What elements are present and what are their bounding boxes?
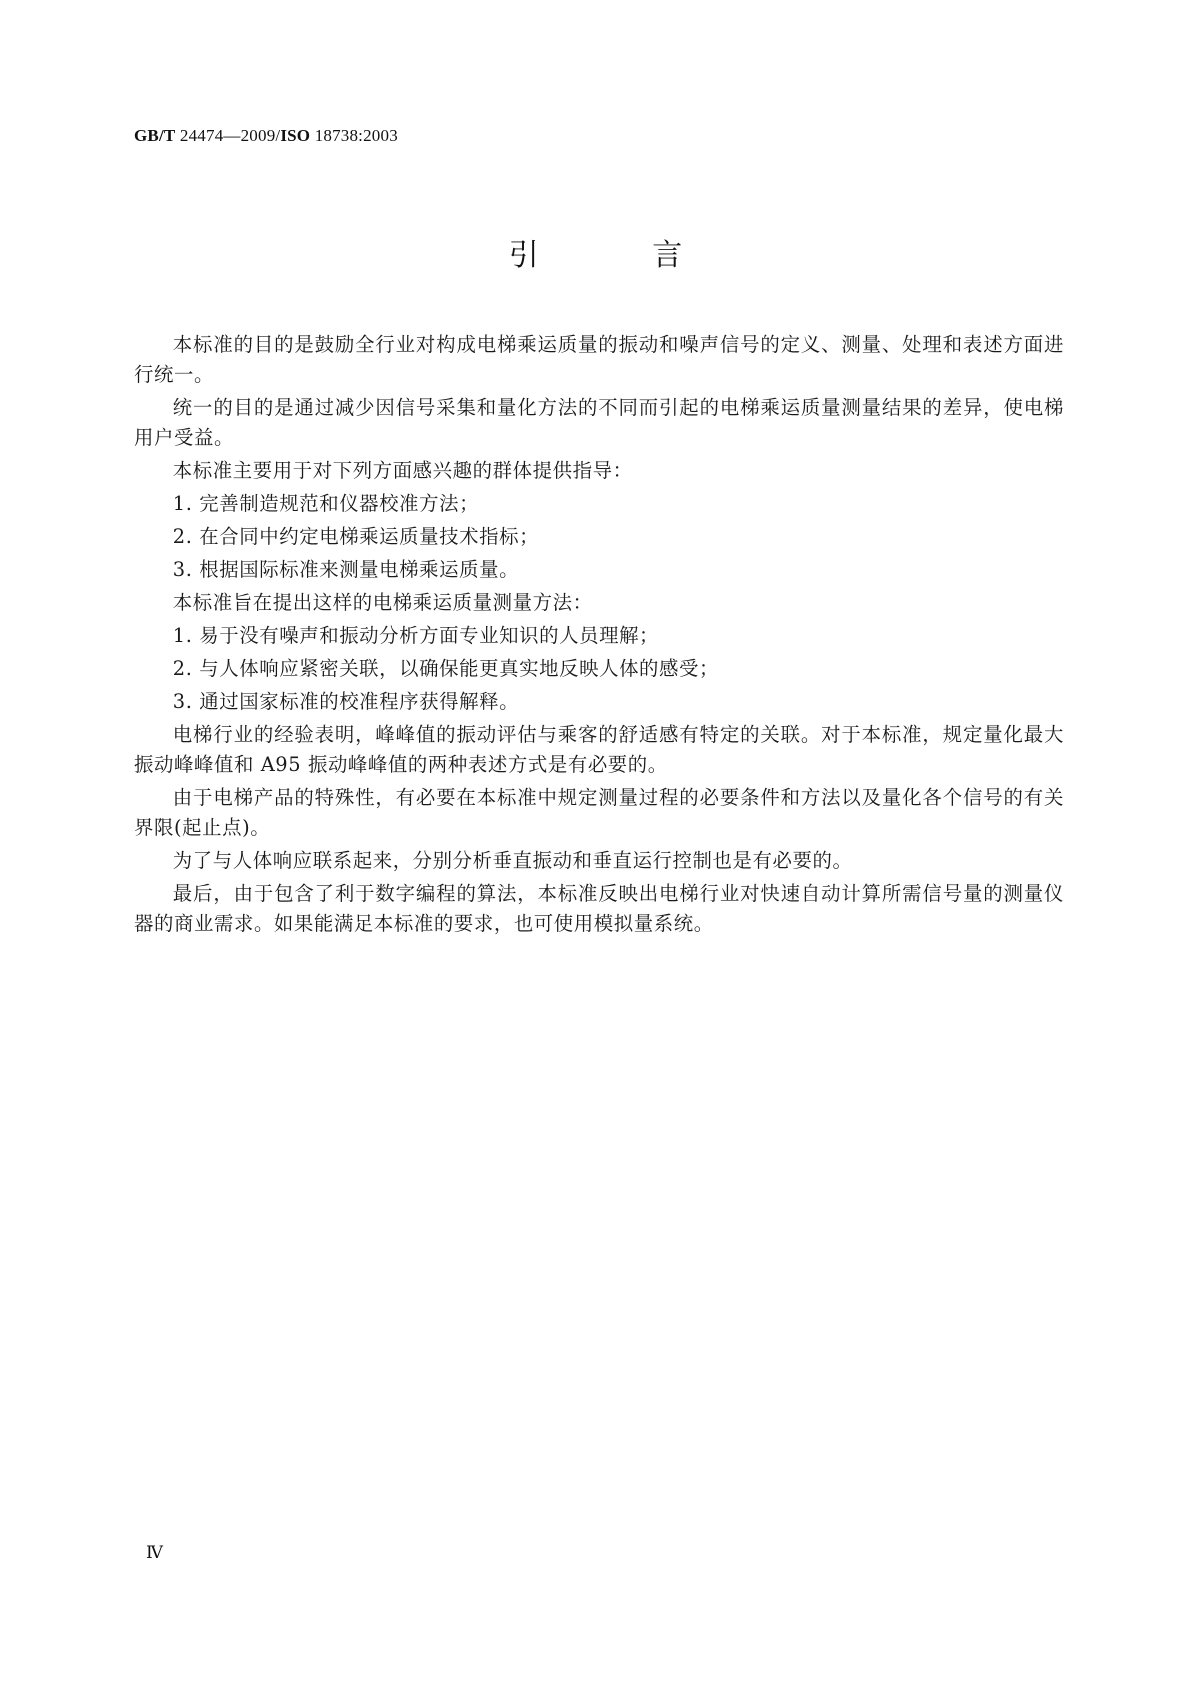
paragraph: 统一的目的是通过减少因信号采集和量化方法的不同而引起的电梯乘运质量测量结果的差异，使电梯用户受益。 <box>134 396 1064 449</box>
paragraph: 最后，由于包含了利于数字编程的算法，本标准反映出电梯行业对快速自动计算所需信号量的测量仪器的商业需求。如果能满足本标准的要求，也可使用模拟量系统。 <box>134 882 1064 935</box>
list-item: 3. 根据国际标准来测量电梯乘运质量。 <box>172 558 520 581</box>
paragraph: 由于电梯产品的特殊性，有必要在本标准中规定测量过程的必要条件和方法以及量化各个信号的有关界限(起止点)。 <box>134 786 1064 839</box>
paragraph: 电梯行业的经验表明，峰峰值的振动评估与乘客的舒适感有特定的关联。对于本标准，规定量化最大振动峰峰值和 A95 振动峰峰值的两种表述方式是有必要的。 <box>134 723 1064 776</box>
iso-prefix: ISO <box>280 126 311 145</box>
paragraph: 本标准的目的是鼓励全行业对构成电梯乘运质量的振动和噪声信号的定义、测量、处理和表述方面进行统一。 <box>134 333 1064 386</box>
standard-prefix: GB/T <box>134 126 176 145</box>
page-number: Ⅳ <box>146 1543 163 1562</box>
list-item: 2. 在合同中约定电梯乘运质量技术指标； <box>172 525 540 548</box>
list-item: 1. 完善制造规范和仪器校准方法； <box>172 492 480 515</box>
introduction-body <box>134 330 1064 942</box>
standard-number: 24474—2009/ <box>179 126 281 145</box>
paragraph: 为了与人体响应联系起来，分别分析垂直振动和垂直运行控制也是有必要的。 <box>172 849 853 872</box>
section-title: 引 言 <box>508 238 735 273</box>
iso-number: 18738:2003 <box>314 126 398 145</box>
paragraph: 本标准旨在提出这样的电梯乘运质量测量方法： <box>172 591 593 614</box>
document-header <box>134 126 398 146</box>
list-item: 3. 通过国家标准的校准程序获得解释。 <box>172 690 520 713</box>
list-item: 1. 易于没有噪声和振动分析方面专业知识的人员理解； <box>172 624 660 647</box>
list-item: 2. 与人体响应紧密关联，以确保能更真实地反映人体的感受； <box>172 657 720 680</box>
paragraph: 本标准主要用于对下列方面感兴趣的群体提供指导： <box>172 459 633 482</box>
